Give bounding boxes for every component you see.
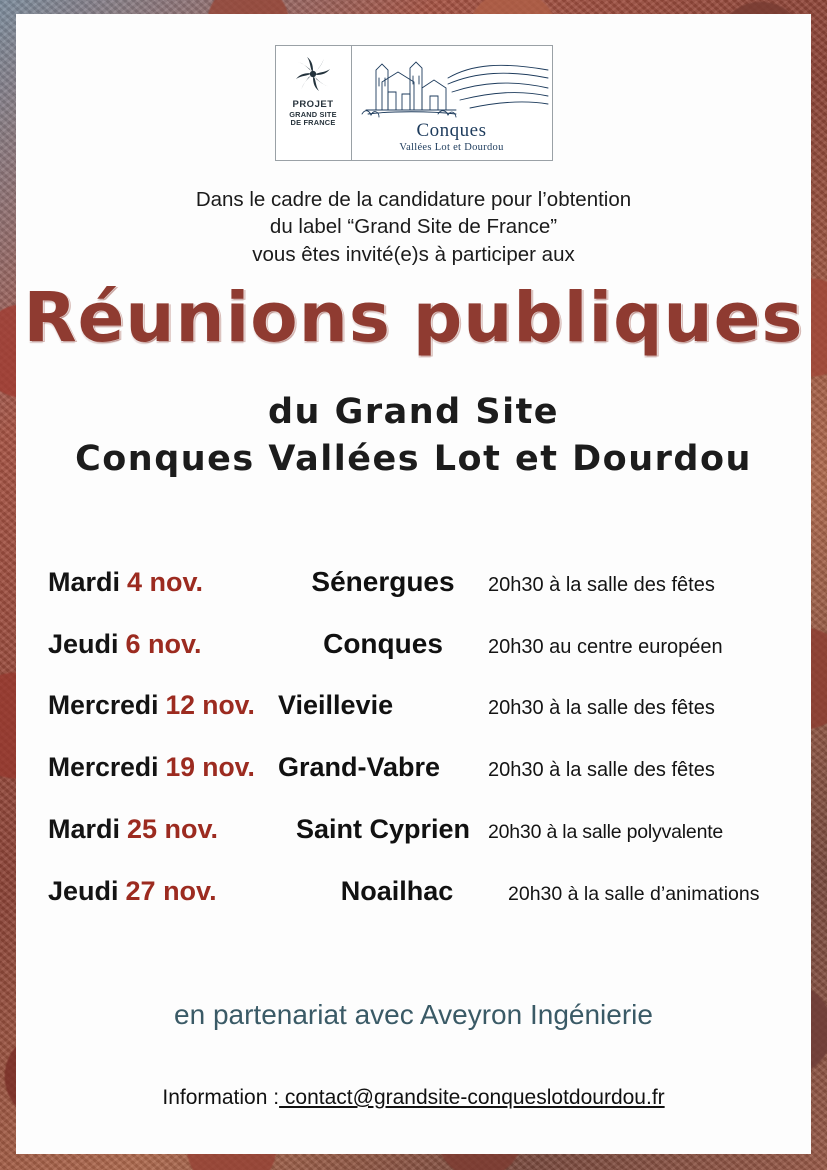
- meeting-weekday: Mardi: [48, 814, 121, 844]
- meeting-place: 20h30 au centre européen: [488, 636, 723, 658]
- logo-projet-label: PROJET: [292, 99, 334, 110]
- meeting-row: [16, 752, 811, 814]
- meeting-date: 12 nov.: [165, 690, 255, 720]
- contact-email[interactable]: contact@grandsite-conqueslotdourdou.fr: [279, 1086, 665, 1109]
- meeting-date: 25 nov.: [127, 814, 219, 844]
- meeting-date: 27 nov.: [125, 876, 217, 906]
- meeting-day: [16, 814, 278, 845]
- meeting-weekday: Jeudi: [48, 629, 119, 659]
- meeting-day: [16, 752, 278, 783]
- intro-line-3: vous êtes invité(e)s à participer aux: [252, 242, 575, 266]
- intro-line-1: Dans le cadre de la candidature pour l’obtention: [195, 188, 632, 211]
- meeting-place: 20h30 à la salle des fêtes: [488, 759, 715, 781]
- meeting-town: Sénergues: [311, 566, 455, 597]
- meeting-day: [16, 690, 278, 721]
- page-title: [16, 278, 811, 358]
- meeting-row: [16, 814, 811, 876]
- meeting-row: [16, 628, 811, 690]
- page-title-word-2: publiques: [412, 278, 804, 358]
- meetings-list: [16, 566, 811, 938]
- contact-label: Information :: [162, 1086, 280, 1109]
- page-title-word-1: Réunions: [23, 278, 391, 358]
- meeting-weekday: Mardi: [48, 567, 121, 597]
- meeting-date: 19 nov.: [165, 752, 255, 782]
- meeting-date: 6 nov.: [125, 629, 202, 659]
- logo-grandsite-label: GRAND SITE: [289, 109, 337, 119]
- meeting-town: Saint Cyprien: [295, 814, 471, 844]
- partner-line: en partenariat avec Aveyron Ingénierie: [174, 999, 653, 1030]
- page-subtitle-line-1: du Grand Site: [267, 392, 560, 432]
- meeting-place: 20h30 à la salle d’animations: [508, 883, 760, 905]
- intro-line-2: du label “Grand Site de France”: [269, 215, 558, 239]
- meeting-town: Grand-Vabre: [278, 752, 441, 782]
- pinwheel-icon: [293, 54, 333, 94]
- logo-conques-subtitle: Vallées Lot et Dourdou: [399, 142, 504, 153]
- conques-village-drawing-icon: [352, 48, 552, 126]
- logo-block: [275, 45, 553, 161]
- meeting-weekday: Mercredi: [48, 690, 159, 720]
- logo-conques-title: Conques: [416, 120, 487, 141]
- contact-info: [16, 1086, 811, 1110]
- meeting-town: Vieillevie: [278, 690, 394, 720]
- logo-defrance-label: DE FRANCE: [290, 117, 336, 127]
- page-subtitle-line-2: Conques Vallées Lot et Dourdou: [75, 439, 752, 480]
- conques-logo: [352, 46, 552, 160]
- meeting-place: 20h30 à la salle polyvalente: [488, 821, 724, 843]
- page-subtitle: [16, 392, 811, 481]
- meeting-weekday: Mercredi: [48, 752, 159, 782]
- meeting-weekday: Jeudi: [48, 876, 119, 906]
- meeting-row: [16, 690, 811, 752]
- intro-paragraph: [16, 186, 811, 268]
- poster-page: [16, 14, 811, 1154]
- meeting-day: [16, 567, 278, 598]
- meeting-day: [16, 876, 278, 907]
- meeting-row: [16, 566, 811, 628]
- meeting-town: Conques: [323, 628, 443, 659]
- meeting-day: [16, 629, 278, 660]
- meeting-place: 20h30 à la salle des fêtes: [488, 697, 715, 719]
- meeting-place: 20h30 à la salle des fêtes: [488, 574, 715, 596]
- meeting-date: 4 nov.: [127, 567, 204, 597]
- meeting-row: [16, 876, 811, 938]
- meeting-town: Noailhac: [340, 876, 454, 906]
- grand-site-de-france-logo: [276, 46, 352, 160]
